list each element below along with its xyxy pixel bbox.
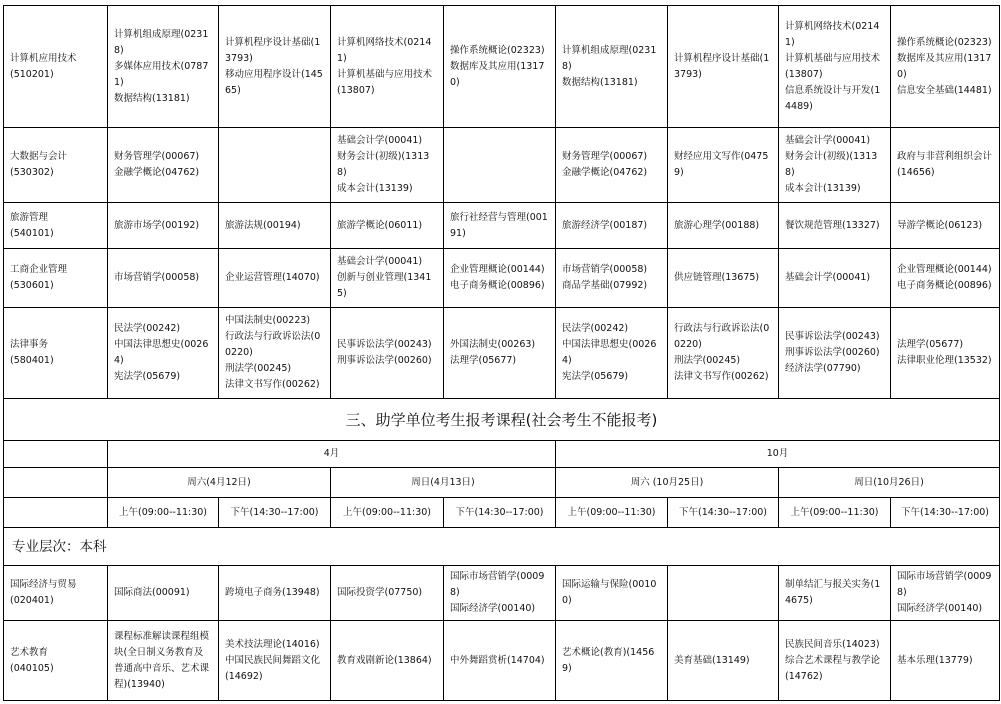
- course-item: 行政法与行政诉讼法(00220): [674, 323, 770, 350]
- course-item: 旅行社经营与管理(00191): [450, 211, 548, 239]
- course-item: 旅游市场学(00192): [114, 219, 200, 231]
- course-item: 财务管理学(00067): [114, 151, 200, 162]
- course-item: 成本会计(13139): [337, 183, 413, 194]
- day-header: 周六 (10月25日): [556, 468, 779, 498]
- course-item: 外国法制史(00263): [450, 339, 536, 350]
- course-cell: [444, 308, 556, 399]
- course-item: 计算机程序设计基础(13793): [225, 36, 321, 64]
- course-item: 刑事诉讼法学(00260): [785, 347, 880, 358]
- course-item: 国际商法(00091): [114, 587, 190, 598]
- major-row: [4, 621, 1000, 701]
- course-item: 旅游学概论(06011): [337, 219, 423, 231]
- course-item: 财务会计(初级)(13138): [337, 151, 430, 178]
- course-item: 计算机组成原理(02318): [562, 44, 657, 72]
- major-name: 旅游管理: [10, 211, 49, 223]
- course-cell: [779, 249, 891, 308]
- level-label: 专业层次：本科: [4, 528, 1000, 566]
- course-item: 美术技法理论(14016): [225, 638, 320, 650]
- course-cell: [219, 203, 331, 249]
- course-item: 企业管理概论(00144): [897, 264, 992, 275]
- major-row: [4, 6, 1000, 128]
- course-item: 基础会计学(00041): [337, 256, 423, 267]
- course-item: 国际经济学(00140): [450, 603, 536, 614]
- course-item: 法律文书写作(00262): [674, 371, 769, 382]
- month-october: 10月: [556, 441, 1000, 468]
- course-cell: [668, 249, 779, 308]
- course-cell: [219, 308, 331, 399]
- course-item: 信息安全基础(14481): [897, 84, 992, 96]
- course-item: 数据库及其应用(13170): [897, 52, 992, 80]
- session-header: 上午(09:00--11:30): [108, 498, 219, 528]
- course-item: 民事诉讼法学(00243): [337, 339, 432, 350]
- major-cell: [4, 249, 108, 308]
- day-header: 周日(10月26日): [779, 468, 1000, 498]
- course-cell: [444, 621, 556, 701]
- course-item: 市场营销学(00058): [562, 264, 648, 275]
- course-item: 跨境电子商务(13948): [225, 587, 320, 598]
- course-cell: [556, 566, 668, 621]
- course-cell: [108, 128, 219, 203]
- course-item: 数据结构(13181): [562, 76, 638, 88]
- course-cell: [668, 203, 779, 249]
- course-item: 国际经济学(00140): [897, 603, 983, 614]
- major-row: [4, 203, 1000, 249]
- course-cell: [556, 203, 668, 249]
- section-title: 三、助学单位考生报考课程(社会考生不能报考): [4, 399, 1000, 441]
- course-item: 法律职业伦理(13532): [897, 355, 992, 366]
- major-row: [4, 128, 1000, 203]
- day-header: 周日(4月13日): [331, 468, 556, 498]
- course-item: 电子商务概论(00896): [450, 280, 545, 291]
- course-item: 刑法学(00245): [674, 355, 741, 366]
- course-cell: [779, 308, 891, 399]
- course-item: 刑事诉讼法学(00260): [337, 355, 432, 366]
- major-code: (530601): [10, 280, 54, 291]
- major-code: (510201): [10, 68, 54, 80]
- course-item: 金融学概论(04762): [562, 167, 648, 178]
- course-item: 多媒体应用技术(07871): [114, 60, 209, 88]
- course-cell: [556, 249, 668, 308]
- course-item: 商品学基础(07992): [562, 280, 648, 291]
- course-item: 数据结构(13181): [114, 92, 190, 104]
- major-name: 大数据与会计: [10, 151, 68, 162]
- course-item: 国际投资学(07750): [337, 587, 423, 598]
- course-item: 财经应用文写作(04759): [674, 151, 769, 178]
- course-cell: [556, 6, 668, 128]
- exam-schedule-table: [3, 5, 1000, 701]
- session-header: 上午(09:00--11:30): [779, 498, 891, 528]
- course-cell: [779, 128, 891, 203]
- course-item: 信息系统设计与开发(14489): [785, 84, 881, 112]
- course-item: 中国法律思想史(00264): [562, 339, 657, 366]
- session-header: 下午(14:30--17:00): [668, 498, 779, 528]
- course-item: 政府与非营利组织会计(14656): [897, 151, 993, 178]
- course-cell: [444, 249, 556, 308]
- course-cell: [444, 566, 556, 621]
- course-cell: [556, 128, 668, 203]
- course-item: 国际市场营销学(00098): [897, 571, 992, 598]
- major-cell: [4, 203, 108, 249]
- course-cell: [331, 203, 444, 249]
- course-cell: [556, 308, 668, 399]
- course-item: 计算机网络技术(02141): [337, 36, 432, 64]
- course-item: 市场营销学(00058): [114, 272, 200, 283]
- course-item: 法律文书写作(00262): [225, 379, 320, 390]
- course-cell: [891, 621, 1000, 701]
- course-cell: [668, 621, 779, 701]
- course-item: 教育戏剧新论(13864): [337, 654, 432, 666]
- course-item: 法理学(05677): [450, 355, 517, 366]
- major-cell: [4, 128, 108, 203]
- course-cell: [891, 203, 1000, 249]
- course-item: 中国民族民间舞蹈文化(14692): [225, 654, 321, 682]
- course-item: 法理学(05677): [897, 339, 964, 350]
- course-cell: [891, 6, 1000, 128]
- course-item: 电子商务概论(00896): [897, 280, 992, 291]
- course-cell: [779, 203, 891, 249]
- course-item: 金融学概论(04762): [114, 167, 200, 178]
- major-name: 法律事务: [10, 339, 49, 350]
- course-item: 餐饮规范管理(13327): [785, 219, 880, 231]
- course-item: 导游学概论(06123): [897, 219, 983, 231]
- course-cell: [668, 6, 779, 128]
- course-item: 国际市场营销学(00098): [450, 571, 545, 598]
- course-cell: [219, 249, 331, 308]
- course-item: 企业管理概论(00144): [450, 264, 545, 275]
- course-cell: [891, 308, 1000, 399]
- course-cell: [108, 308, 219, 399]
- course-item: 艺术概论(教育)(14569): [562, 646, 655, 674]
- major-name: 艺术教育: [10, 646, 49, 658]
- course-item: 财务管理学(00067): [562, 151, 648, 162]
- course-cell: [108, 249, 219, 308]
- major-cell: [4, 6, 108, 128]
- course-item: 制单结汇与报关实务(14675): [785, 579, 881, 606]
- level-row: [4, 528, 1000, 566]
- course-item: 行政法与行政诉讼法(00220): [225, 331, 321, 358]
- section-heading-row: [4, 399, 1000, 441]
- course-cell: [108, 203, 219, 249]
- course-item: 刑法学(00245): [225, 363, 292, 374]
- course-cell: [331, 308, 444, 399]
- course-item: 基础会计学(00041): [337, 135, 423, 146]
- month-row: [4, 441, 1000, 468]
- course-cell: [444, 203, 556, 249]
- course-cell: [779, 6, 891, 128]
- course-item: 旅游法规(00194): [225, 219, 301, 231]
- course-item: 供应链管理(13675): [674, 272, 760, 283]
- session-header: 上午(09:00--11:30): [556, 498, 668, 528]
- course-cell: [668, 308, 779, 399]
- major-cell: [4, 621, 108, 701]
- major-cell: [4, 308, 108, 399]
- course-cell: [108, 6, 219, 128]
- major-row: [4, 308, 1000, 399]
- course-item: 操作系统概论(02323): [450, 44, 545, 56]
- course-cell: [331, 621, 444, 701]
- empty-cell: [4, 441, 108, 468]
- course-cell: [108, 566, 219, 621]
- course-cell: [779, 566, 891, 621]
- month-april: 4月: [108, 441, 556, 468]
- course-item: 财务会计(初级)(13138): [785, 151, 878, 178]
- course-item: 民法学(00242): [562, 323, 629, 334]
- course-cell: [331, 566, 444, 621]
- empty-cell: [4, 468, 108, 498]
- session-header: 上午(09:00--11:30): [331, 498, 444, 528]
- course-cell: [219, 6, 331, 128]
- course-item: 中外舞蹈赏析(14704): [450, 654, 545, 666]
- course-cell: [891, 128, 1000, 203]
- course-item: 基础会计学(00041): [785, 272, 871, 283]
- course-cell: [444, 6, 556, 128]
- course-item: 企业运营管理(14070): [225, 272, 320, 283]
- course-item: 中国法律思想史(00264): [114, 339, 209, 366]
- major-code: (580401): [10, 355, 54, 366]
- course-item: 基本乐理(13779): [897, 654, 973, 666]
- day-row: [4, 468, 1000, 498]
- course-cell: [331, 128, 444, 203]
- major-name: 计算机应用技术: [10, 52, 77, 64]
- session-row: [4, 498, 1000, 528]
- course-item: 基础会计学(00041): [785, 135, 871, 146]
- course-cell: [668, 566, 779, 621]
- course-item: 宪法学(05679): [562, 371, 629, 382]
- session-header: 下午(14:30--17:00): [444, 498, 556, 528]
- course-item: 计算机程序设计基础(13793): [674, 52, 770, 80]
- course-item: 计算机基础与应用技术(13807): [337, 68, 433, 96]
- course-item: 宪法学(05679): [114, 371, 181, 382]
- course-item: 创新与创业管理(13415): [337, 272, 432, 299]
- session-header: 下午(14:30--17:00): [219, 498, 331, 528]
- major-code: (040105): [10, 662, 54, 674]
- course-cell: [219, 621, 331, 701]
- course-cell: [108, 621, 219, 701]
- course-item: 操作系统概论(02323): [897, 36, 992, 48]
- course-item: 旅游经济学(00187): [562, 219, 648, 231]
- course-item: 计算机基础与应用技术(13807): [785, 52, 881, 80]
- course-item: 课程标准解读课程组模块(全日制义务教育及普通高中音乐、艺术课程)(13940): [114, 630, 210, 690]
- day-header: 周六(4月12日): [108, 468, 331, 498]
- course-item: 综合艺术课程与教学论(14762): [785, 654, 881, 682]
- course-cell: [891, 566, 1000, 621]
- course-cell: [668, 128, 779, 203]
- course-item: 旅游心理学(00188): [674, 219, 760, 231]
- course-item: 民族民间音乐(14023): [785, 638, 880, 650]
- course-item: 成本会计(13139): [785, 183, 861, 194]
- course-cell: [556, 621, 668, 701]
- major-cell: [4, 566, 108, 621]
- course-item: 美育基础(13149): [674, 654, 750, 666]
- session-header: 下午(14:30--17:00): [891, 498, 1000, 528]
- course-cell: [219, 566, 331, 621]
- course-cell: [891, 249, 1000, 308]
- course-item: 民法学(00242): [114, 323, 181, 334]
- major-code: (530302): [10, 167, 54, 178]
- course-item: 计算机组成原理(02318): [114, 28, 209, 56]
- course-item: 民事诉讼法学(00243): [785, 331, 880, 342]
- course-item: 中国法制史(00223): [225, 315, 311, 326]
- course-cell: [331, 249, 444, 308]
- course-item: 计算机网络技术(02141): [785, 20, 880, 48]
- major-row: [4, 249, 1000, 308]
- course-item: 移动应用程序设计(14565): [225, 68, 323, 96]
- major-code: (540101): [10, 227, 54, 239]
- major-name: 工商企业管理: [10, 264, 68, 275]
- major-code: (020401): [10, 595, 54, 606]
- course-cell: [331, 6, 444, 128]
- course-item: 经济法学(07790): [785, 363, 861, 374]
- major-row: [4, 566, 1000, 621]
- course-cell: [779, 621, 891, 701]
- course-cell: [219, 128, 331, 203]
- empty-cell: [4, 498, 108, 528]
- course-cell: [444, 128, 556, 203]
- major-name: 国际经济与贸易: [10, 579, 77, 590]
- course-item: 国际运输与保险(00100): [562, 579, 657, 606]
- course-item: 数据库及其应用(13170): [450, 60, 545, 88]
